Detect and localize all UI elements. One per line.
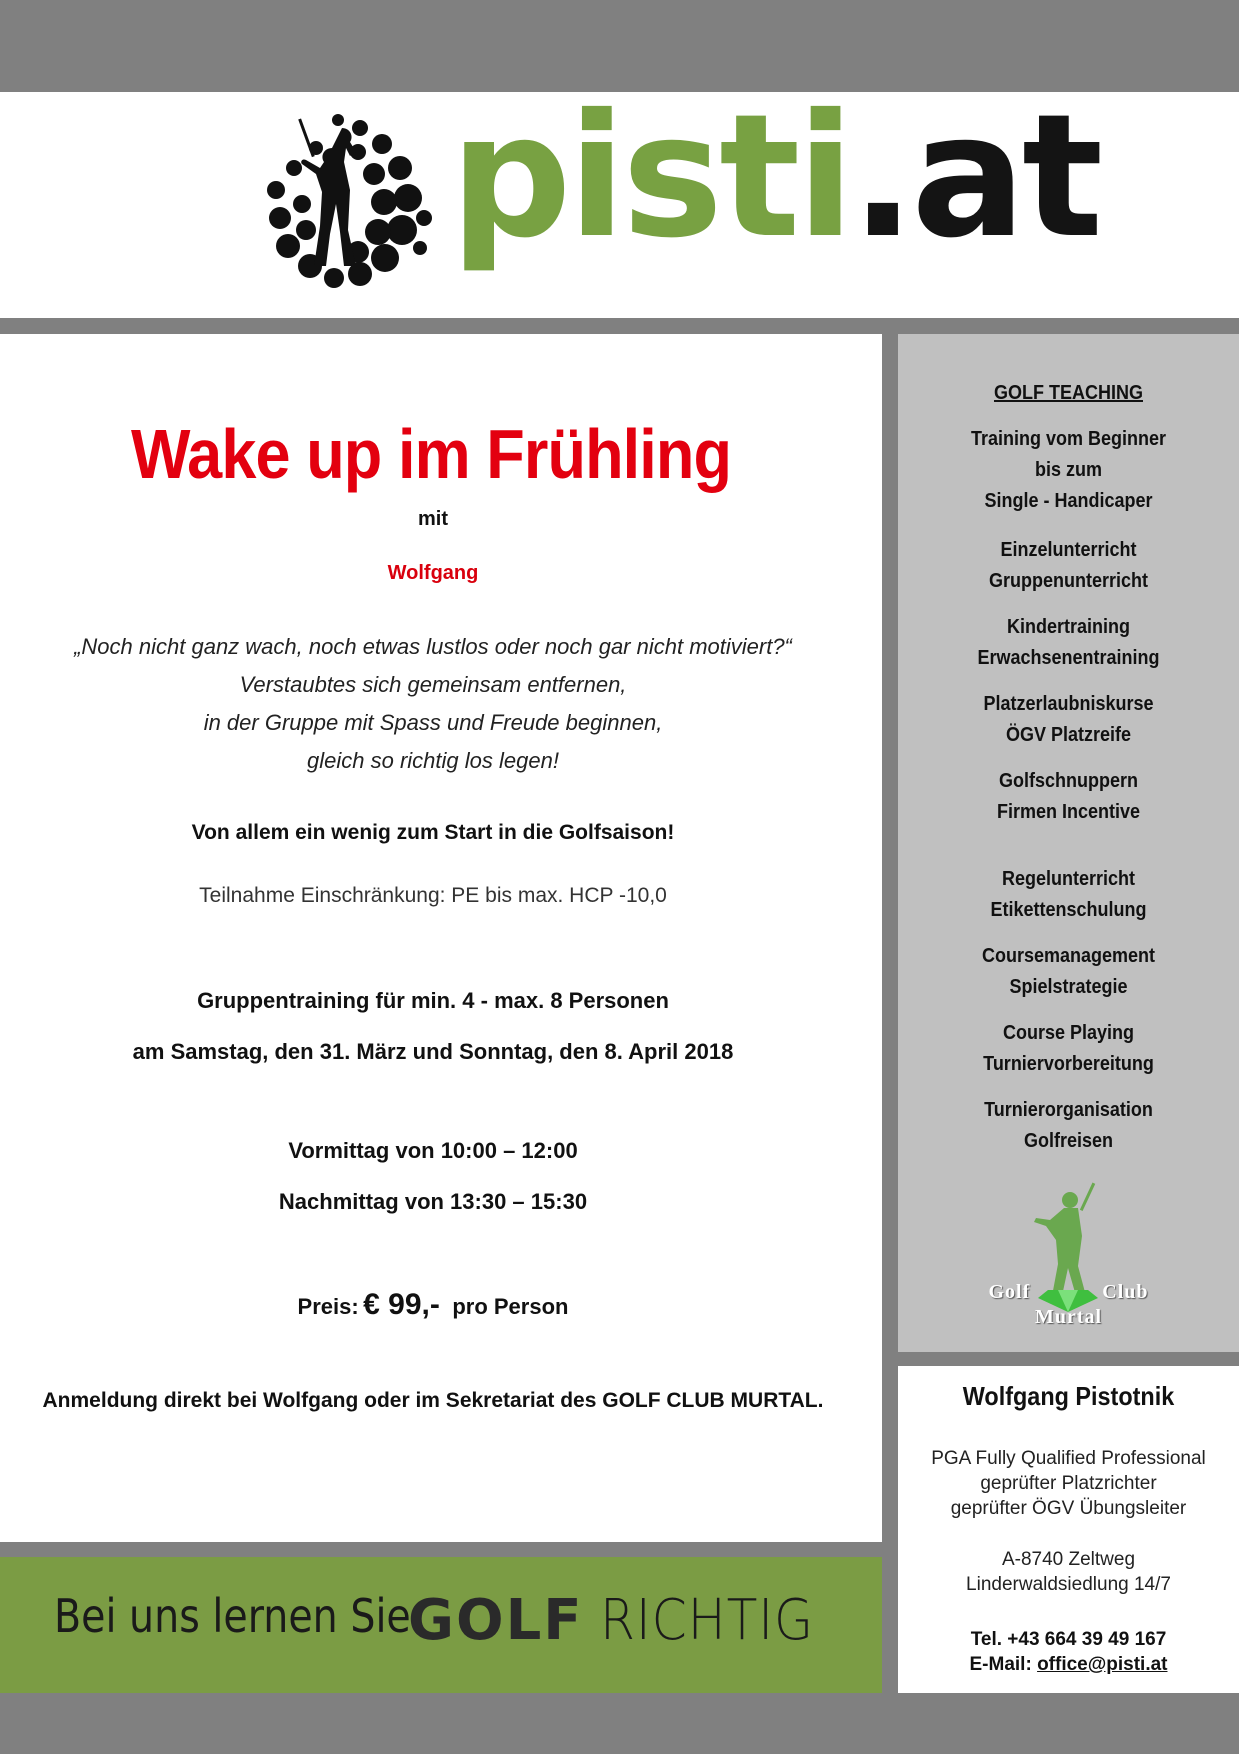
sidebar-item: Turniervorbereitung <box>983 1053 1154 1075</box>
sidebar-group <box>915 535 1222 597</box>
sidebar-group <box>915 1018 1222 1080</box>
sidebar-item: Turnierorganisation <box>984 1099 1153 1121</box>
price-label: Preis: <box>297 1294 359 1319</box>
quote-block <box>0 628 866 780</box>
sidebar-item: Golfschnuppern <box>998 770 1138 792</box>
price-value: € 99,- <box>363 1288 440 1321</box>
banner-slogan <box>54 1588 814 1653</box>
group-text: Gruppentraining für min. 4 - max. 8 Personen <box>197 988 669 1013</box>
sidebar-item: Regelunterricht <box>1001 868 1136 890</box>
registration-text: Anmeldung direkt bei Wolfgang oder im Sekretariat des GOLF CLUB MURTAL. <box>42 1389 824 1412</box>
sidebar-item: Platzerlaubniskurse <box>983 693 1154 715</box>
trainer-name: Wolfgang <box>387 562 479 584</box>
logo-wordmark <box>450 78 1100 276</box>
sidebar-group <box>915 941 1222 1003</box>
logo-green-text: pisti <box>450 78 851 276</box>
slogan-text: Von allem ein wenig zum Start in die Golfsaison! <box>191 821 675 844</box>
quote-line: Verstaubtes sich gemeinsam entfernen, <box>239 672 627 697</box>
banner-text: Bei uns lernen Sie <box>54 1589 411 1643</box>
quote-line: in der Gruppe mit Spass und Freude beginnen, <box>203 710 663 735</box>
sidebar-item: ÖGV Platzreife <box>1005 724 1132 746</box>
afternoon-time: Nachmittag von 13:30 – 15:30 <box>278 1189 588 1214</box>
email-label: E-Mail: <box>969 1654 1032 1675</box>
banner-golf-word: GOLF <box>408 1588 584 1653</box>
sidebar-item: Erwachsenentraining <box>977 647 1160 669</box>
mit-label: mit <box>418 508 448 530</box>
quote-line: gleich so richtig los legen! <box>307 748 559 773</box>
sidebar-item: Gruppenunterricht <box>988 570 1148 592</box>
sidebar-title: GOLF TEACHING <box>993 382 1143 404</box>
sidebar-group <box>915 612 1222 674</box>
sidebar-item: bis zum <box>1034 459 1102 481</box>
dates-text: am Samstag, den 31. März und Sonntag, den 8. April 2018 <box>132 1039 734 1064</box>
address <box>898 1547 1239 1597</box>
golfer-ball-icon <box>250 108 440 288</box>
sidebar-item: Spielstrategie <box>1009 976 1128 998</box>
sidebar-item: Kindertraining <box>1006 616 1130 638</box>
email-link[interactable]: office@pisti.at <box>1037 1654 1168 1675</box>
pisti-logo <box>250 78 1100 310</box>
sidebar-item: Training vom Beginner <box>970 428 1167 450</box>
qualification-line: geprüfter Platzrichter <box>980 1473 1157 1494</box>
logo-black-text: .at <box>850 78 1100 276</box>
sidebar-group <box>915 766 1222 828</box>
club-logo-word: Club <box>1102 1281 1149 1303</box>
sidebar-item: Single - Handicaper <box>984 490 1153 512</box>
address-line: A-8740 Zeltweg <box>1001 1549 1136 1570</box>
sidebar-group <box>915 1095 1222 1157</box>
email-line <box>898 1652 1239 1677</box>
qualifications <box>898 1446 1239 1521</box>
qualification-line: geprüfter ÖGV Übungsleiter <box>950 1498 1187 1519</box>
contact-name: Wolfgang Pistotnik <box>962 1381 1175 1411</box>
price-suffix: pro Person <box>452 1294 569 1319</box>
restriction-text: Teilnahme Einschränkung: PE bis max. HCP -10,0 <box>199 884 667 907</box>
sidebar-group <box>915 424 1222 517</box>
quote-line: „Noch nicht ganz wach, noch etwas lustlos oder noch gar nicht motiviert?“ <box>74 634 792 659</box>
page-title: Wake up im Frühling <box>130 415 732 493</box>
price-line <box>0 1288 866 1322</box>
banner-richtig-word: RICHTIG <box>600 1588 814 1653</box>
sidebar-item: Etikettenschulung <box>990 899 1147 921</box>
phone-number: Tel. +43 664 39 49 167 <box>970 1629 1167 1650</box>
sidebar-item: Einzelunterricht <box>1000 539 1137 561</box>
sidebar-group <box>915 864 1222 926</box>
sidebar-item: Firmen Incentive <box>996 801 1141 823</box>
morning-time: Vormittag von 10:00 – 12:00 <box>288 1138 578 1163</box>
qualification-line: PGA Fully Qualified Professional <box>931 1448 1206 1469</box>
address-line: Linderwaldsiedlung 14/7 <box>966 1574 1171 1595</box>
club-logo-word: Golf <box>988 1281 1031 1303</box>
sidebar-item: Coursemanagement <box>981 945 1156 967</box>
sidebar-item: Course Playing <box>1002 1022 1135 1044</box>
club-logo-text: Murtal <box>1034 1306 1103 1328</box>
sidebar-group <box>915 689 1222 751</box>
sidebar-item: Golfreisen <box>1023 1130 1114 1152</box>
club-logo-text <box>898 1281 1239 1304</box>
